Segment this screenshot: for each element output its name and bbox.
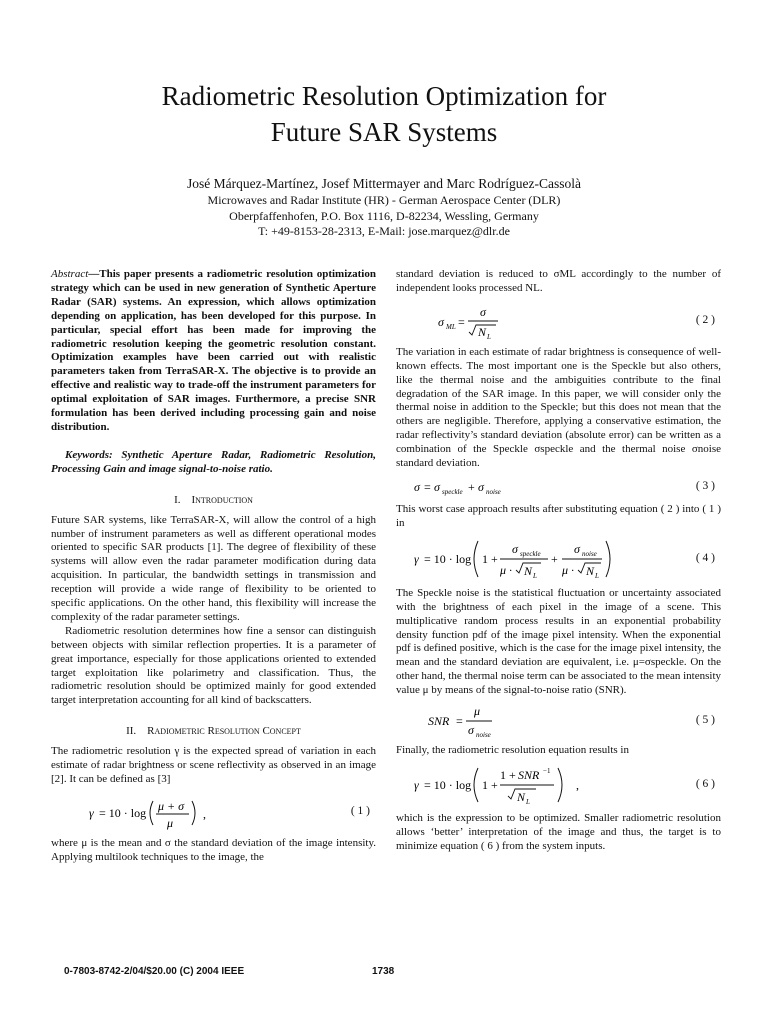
svg-text:N: N bbox=[524, 563, 533, 578]
equation-2-formula bbox=[396, 300, 636, 342]
equation-1 bbox=[51, 791, 376, 833]
paper-title bbox=[0, 78, 768, 150]
svg-text:+: + bbox=[468, 479, 475, 494]
svg-text:σ: σ bbox=[434, 479, 440, 494]
svg-text:= 10 · log: = 10 · log bbox=[424, 777, 472, 792]
svg-text:1 +: 1 + bbox=[482, 777, 498, 792]
svg-text:noise: noise bbox=[476, 731, 491, 740]
svg-text:N: N bbox=[478, 324, 487, 339]
svg-text:speckle: speckle bbox=[520, 549, 541, 558]
intro-paragraph-1: Future SAR systems, like TerraSAR-X, will allow the control of a high number of instrument parameters as well as different operational modes oriented to specific SAR products [1]. The degree of flexibility of these systems will allow even the radar parameter modification during data acquisition. In particular, the bandwidth settings in transmission and reception will provide a wide range of flexibility to be oriented to specific applications. On the other hand, this flexibility will increase the complexity of the radar parameter settings. bbox=[51, 513, 376, 623]
equation-1-formula bbox=[51, 791, 291, 833]
equation-2-number: ( 2 ) bbox=[695, 313, 715, 326]
equation-3-number: ( 3 ) bbox=[695, 480, 715, 493]
right-column bbox=[396, 268, 721, 854]
equation-4 bbox=[396, 535, 721, 583]
svg-text:σ: σ bbox=[478, 479, 484, 494]
affiliation-line-2: Oberpfaffenhofen, P.O. Box 1116, D-82234, Wessling, Germany bbox=[229, 208, 539, 223]
svg-text:= 10 · log: = 10 · log bbox=[99, 805, 147, 820]
svg-text:σ: σ bbox=[468, 723, 474, 738]
title-line-1: Radiometric Resolution Optimization for bbox=[161, 81, 607, 111]
svg-text:L: L bbox=[526, 797, 530, 806]
svg-text:N: N bbox=[517, 789, 526, 804]
concept-paragraph-2: where μ is the mean and σ the standard deviation of the image intensity. Applying multilook techniques to the image, the bbox=[51, 836, 376, 863]
title-line-2: Future SAR Systems bbox=[270, 117, 498, 147]
section-title: Introduction bbox=[191, 493, 253, 506]
abstract bbox=[51, 268, 376, 435]
right-paragraph-2: The variation in each estimate of radar brightness is consequence of well-known effects. The most important one is the Speckle but also others, like the thermal noise and the ambiguities contribute to the final degradation of the SAR image. In this paper, we will consider only the thermal noise in addition to the Speckle; but this does not mean that the others are negligible. Therefore, applying a conservative estimation, the radar reflectivity’s standard deviation (absolute error) can be written as a combination of the Speckle σspeckle and the thermal noise σnoise standard deviation. bbox=[396, 345, 721, 470]
equation-3-formula bbox=[396, 475, 636, 499]
svg-text:γ: γ bbox=[89, 805, 94, 820]
equation-2 bbox=[396, 300, 721, 342]
svg-text:L: L bbox=[487, 332, 491, 341]
left-column bbox=[51, 268, 376, 865]
equation-5-number: ( 5 ) bbox=[695, 714, 715, 727]
svg-text:σ: σ bbox=[574, 541, 580, 556]
svg-text:noise: noise bbox=[486, 487, 501, 496]
svg-text:noise: noise bbox=[582, 549, 597, 558]
abstract-lead: Abstract bbox=[51, 268, 89, 280]
equation-6-formula bbox=[396, 762, 636, 808]
equation-3 bbox=[396, 475, 721, 499]
section-heading-introduction bbox=[51, 494, 376, 508]
svg-text:1 +: 1 + bbox=[500, 767, 516, 782]
section-number: II. bbox=[126, 725, 137, 738]
svg-text:1 +: 1 + bbox=[482, 551, 498, 566]
equation-6-number: ( 6 ) bbox=[695, 777, 715, 790]
svg-text:L: L bbox=[533, 571, 537, 580]
svg-text:= 10 · log: = 10 · log bbox=[424, 551, 472, 566]
svg-text:μ + σ: μ + σ bbox=[158, 798, 185, 813]
concept-paragraph-1: The radiometric resolution γ is the expected spread of variation in each estimate of radar brightness or scene reflectivity as observed in an image [2]. It can be defined as [3] bbox=[51, 745, 376, 785]
footer-copyright: 0-7803-8742-2/04/$20.00 (C) 2004 IEEE bbox=[64, 966, 245, 977]
right-paragraph-4: The Speckle noise is the statistical fluctuation or uncertainty associated with the brightness of each pixel in the image of a scene. This multiplicative random process results in an exponential probability density function pdf of the image pixel intensity. When the exponential pdf is defined positive, which is the case for the image pixel intensity, the mean and the standard deviation are equivalent, i.e. μ=σspeckle. On the other hand, the thermal noise term can be associated to the mean intensity value μ by means of the signal-to-noise ratio (SNR). bbox=[396, 586, 721, 697]
svg-text:L: L bbox=[595, 571, 599, 580]
svg-text:ML: ML bbox=[446, 322, 456, 331]
svg-text:μ ·: μ · bbox=[562, 562, 575, 577]
svg-text:μ: μ bbox=[167, 815, 174, 830]
footer-page-number: 1738 bbox=[372, 966, 395, 977]
section-heading-concept bbox=[51, 725, 376, 739]
svg-text:speckle: speckle bbox=[442, 487, 463, 496]
keywords: Keywords: Synthetic Aperture Radar, Radiometric Resolution, Processing Gain and image signal-to-noise ratio. bbox=[51, 448, 376, 475]
svg-text:σ: σ bbox=[512, 541, 518, 556]
svg-text:σ: σ bbox=[414, 479, 420, 494]
abstract-text: —This paper presents a radiometric resolution optimization strategy which can be used in new generation of Synthetic Aperture Radar (SAR) systems. An expression, which allows optimization depending on application, has been developed for this purpose. In particular, special effort has been made for improving the radiometric resolution keeping the geometric resolution constant. Optimization examples have been carried out with realistic parameters taken from TerraSAR-X. The objective is to provide an effective and realistic way to trade-off the instrument parameters for optimal exploitation of SAR images. Furthermore, a precise SNR formulation has been derived including processing gain and noise distribution. bbox=[51, 268, 376, 433]
svg-text:+: + bbox=[551, 551, 558, 566]
svg-text:γ: γ bbox=[414, 777, 419, 792]
equation-5 bbox=[396, 702, 721, 740]
section-number: I. bbox=[174, 493, 181, 506]
svg-text:μ ·: μ · bbox=[500, 562, 513, 577]
equation-5-formula bbox=[396, 702, 636, 740]
equation-6 bbox=[396, 762, 721, 808]
svg-text:SNR: SNR bbox=[428, 714, 450, 729]
svg-text:SNR: SNR bbox=[518, 767, 540, 782]
eq6-comma: , bbox=[576, 777, 579, 792]
right-paragraph-3: This worst case approach results after substituting equation ( 2 ) into ( 1 ) in bbox=[396, 502, 721, 529]
right-paragraph-1: standard deviation is reduced to σML accordingly to the number of independent looks processed NL. bbox=[396, 268, 721, 294]
svg-text:=: = bbox=[458, 314, 465, 329]
svg-text:σ: σ bbox=[480, 304, 486, 319]
svg-text:−1: −1 bbox=[543, 766, 551, 775]
svg-text:μ: μ bbox=[474, 704, 481, 719]
equation-4-formula bbox=[396, 535, 656, 583]
author-list: José Márquez-Martínez, Josef Mittermayer and Marc Rodríguez-Cassolà bbox=[187, 176, 581, 191]
svg-text:=: = bbox=[424, 479, 431, 494]
equation-4-number: ( 4 ) bbox=[695, 551, 715, 564]
right-paragraph-5: Finally, the radiometric resolution equation results in bbox=[396, 744, 629, 757]
affiliation-line-3: T: +49-8153-28-2313, E-Mail: jose.marquez@dlr.de bbox=[258, 224, 510, 238]
equation-1-number: ( 1 ) bbox=[350, 804, 370, 817]
section-title: Radiometric Resolution Concept bbox=[147, 725, 301, 738]
affiliation bbox=[0, 193, 768, 240]
svg-text:N: N bbox=[586, 563, 595, 578]
affiliation-line-1: Microwaves and Radar Institute (HR) - German Aerospace Center (DLR) bbox=[207, 193, 561, 207]
intro-paragraph-2: Radiometric resolution determines how fine a sensor can distinguish between objects with similar reflection properties. It is a parameter of great importance, especially for those applications oriented to extended target exploitation like polarimetry and classification. Thus, the radiometric resolution should be optimized mainly for good extended target interpretation accounting for all kind of backscatters. bbox=[51, 624, 376, 707]
svg-text:γ: γ bbox=[414, 551, 419, 566]
right-paragraph-6: which is the expression to be optimized. Smaller radiometric resolution allows ‘better’ interpretation of the image and thus, the target is to minimize equation ( 6 ) from the system inputs. bbox=[396, 811, 721, 852]
eq1-comma: , bbox=[203, 806, 206, 821]
svg-text:=: = bbox=[456, 714, 463, 729]
svg-text:σ: σ bbox=[438, 314, 444, 329]
